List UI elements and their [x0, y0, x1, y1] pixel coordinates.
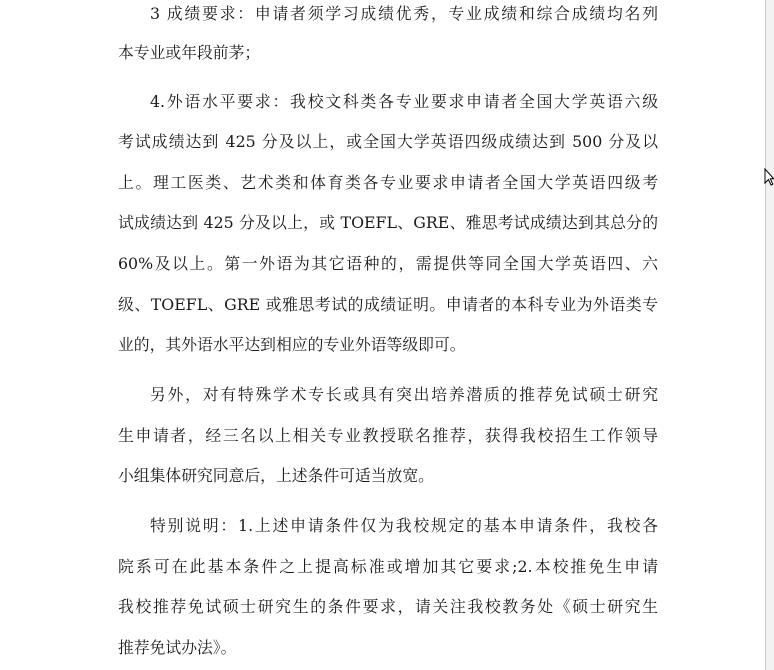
p4-line-6: 级、TOEFL、GRE 或雅思考试的成绩证明。申请者的本科专业为外语类专 [118, 295, 658, 314]
p4-line-1: 4.外语水平要求：我校文科类各专业要求申请者全国大学英语六级 [150, 92, 658, 111]
p3-line-2: 本专业或年段前茅； [118, 43, 261, 62]
p4-line-3: 上。理工医类、艺术类和体育类各专业要求申请者全国大学英语四级考 [118, 173, 658, 192]
p5-line-1: 另外，对有特殊学术专长或具有突出培养潜质的推荐免试硕士研究 [150, 385, 658, 404]
p6-line-1: 特别说明：1.上述申请条件仅为我校规定的基本申请条件，我校各 [150, 516, 658, 535]
p5-line-2: 生申请者，经三名以上相关专业教授联名推荐，获得我校招生工作领导 [118, 426, 658, 445]
p6-line-4: 推荐免试办法》。 [118, 638, 237, 657]
p6-line-3: 我校推荐免试硕士研究生的条件要求，请关注我校教务处《硕士研究生 [118, 597, 658, 616]
p4-line-5: 60%及以上。第一外语为其它语种的，需提供等同全国大学英语四、六 [118, 254, 658, 273]
p4-line-2: 考试成绩达到 425 分及以上，或全国大学英语四级成绩达到 500 分及以 [118, 132, 658, 151]
p3-line-1: 3 成绩要求：申请者须学习成绩优秀，专业成绩和综合成绩均名列 [150, 4, 658, 23]
mouse-pointer-icon [764, 168, 774, 186]
p4-line-7: 业的，其外语水平达到相应的专业外语等级即可。 [118, 335, 466, 354]
p5-line-3: 小组集体研究同意后，上述条件可适当放宽。 [118, 466, 434, 485]
p4-line-4: 试成绩达到 425 分及以上，或 TOEFL、GRE、雅思考试成绩达到其总分的 [118, 213, 658, 232]
p6-line-2: 院系可在此基本条件之上提高标准或增加其它要求;2.本校推免生申请 [118, 557, 658, 576]
viewer-scrollbar[interactable] [766, 0, 774, 670]
